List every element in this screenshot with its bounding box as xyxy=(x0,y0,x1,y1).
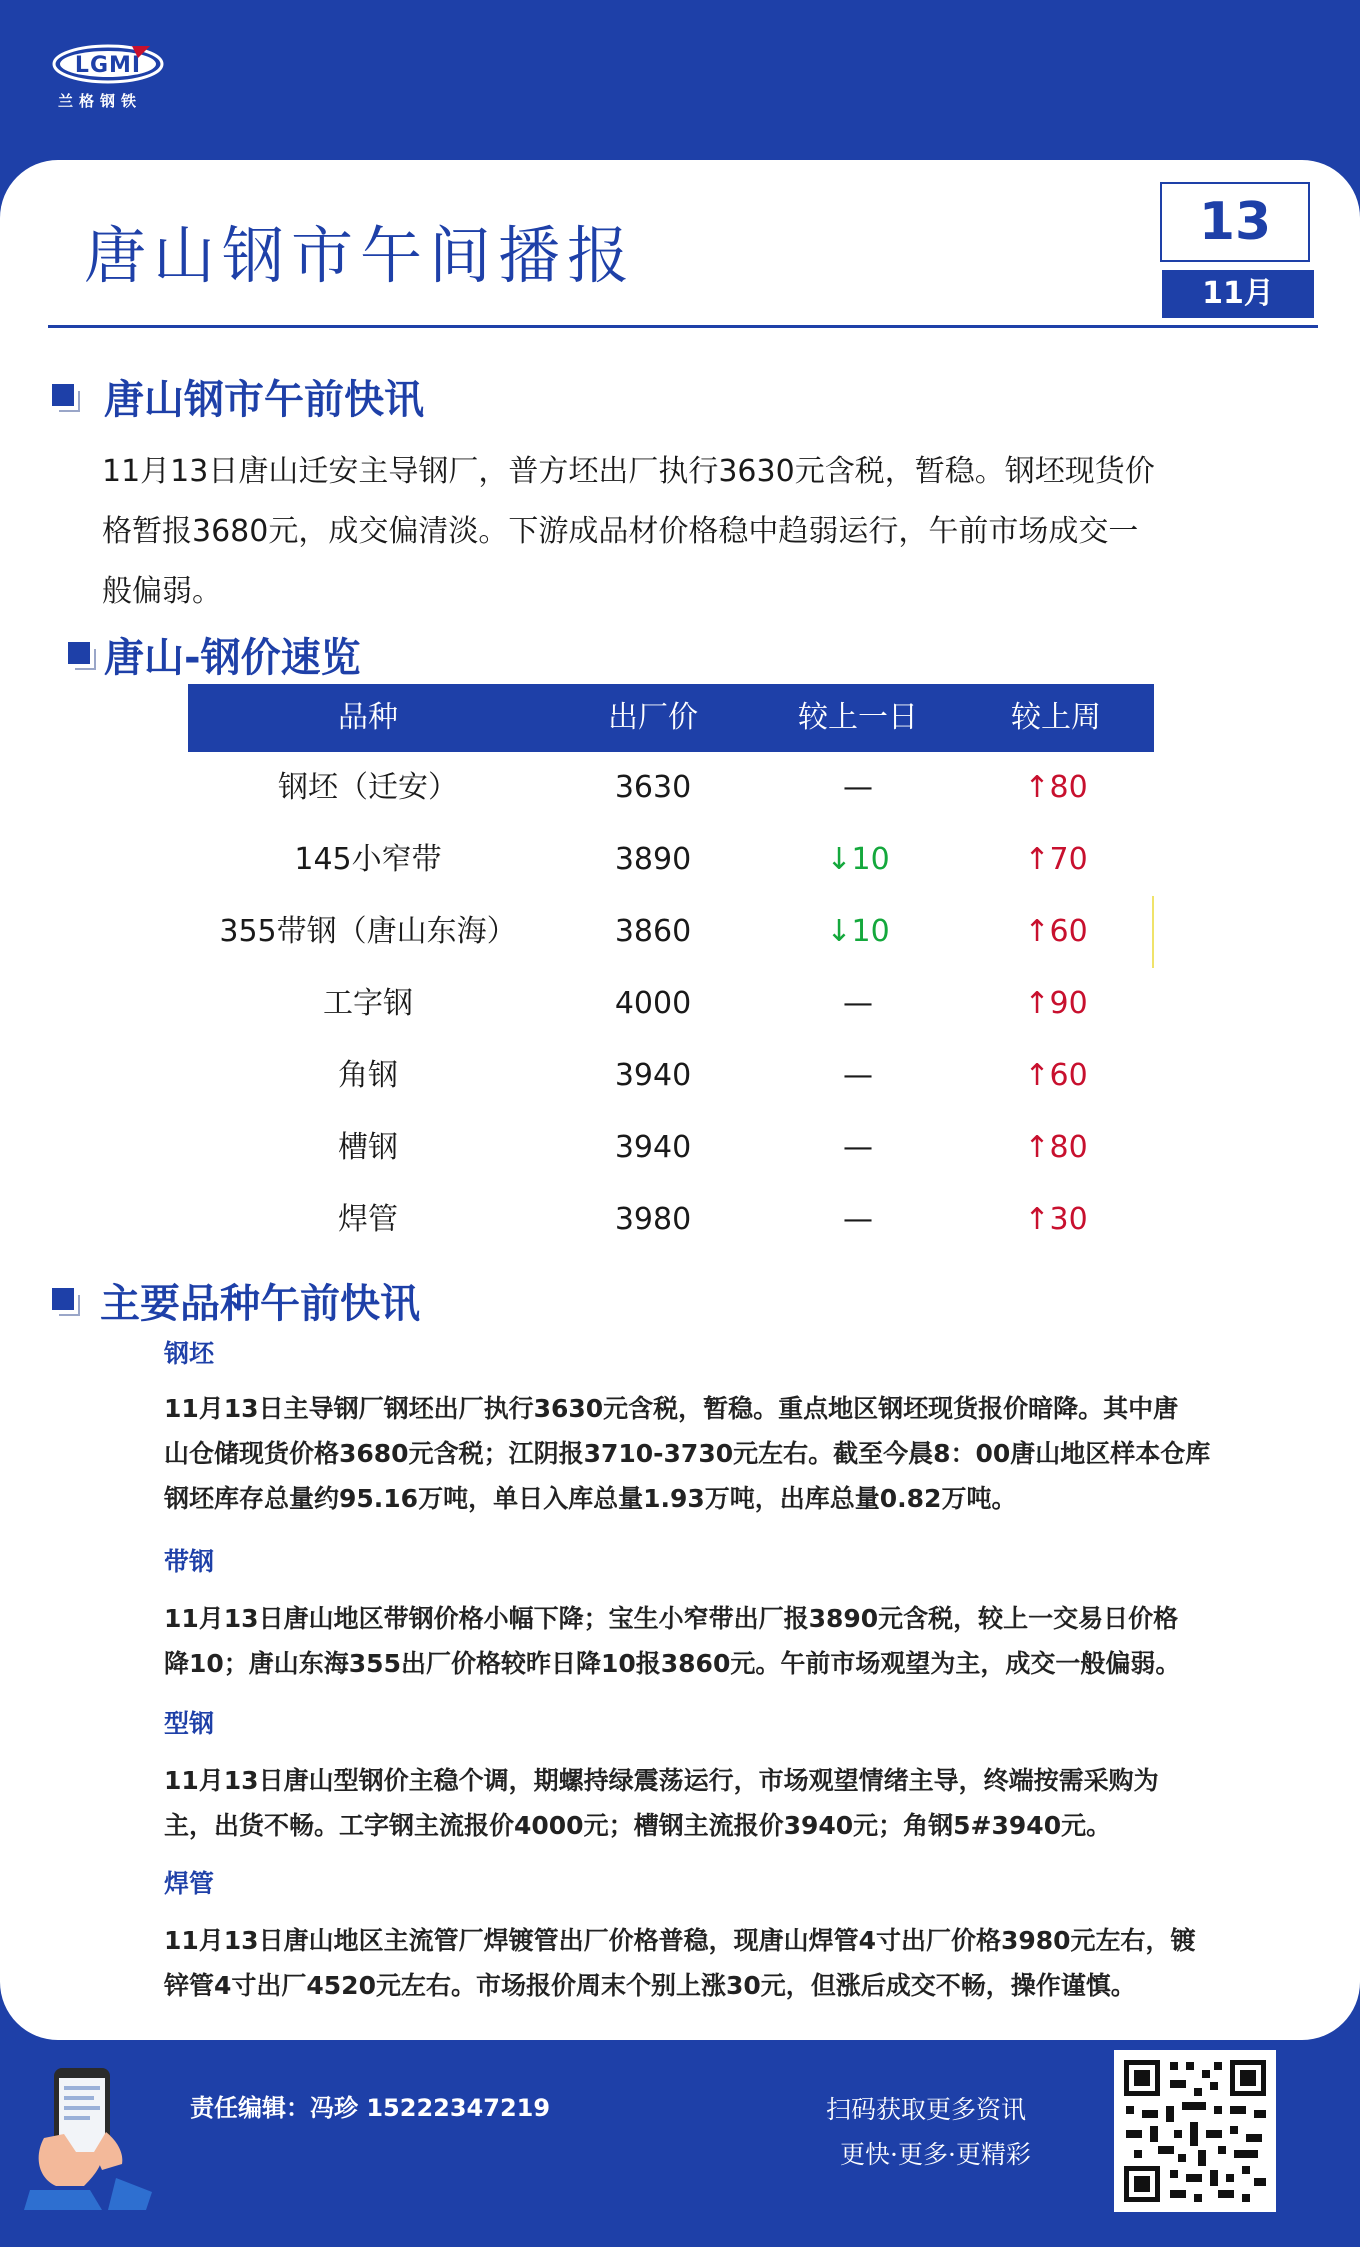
cell-day-change: ↓10 xyxy=(826,842,890,877)
subsection-label-welded-pipe: 焊管 xyxy=(164,1869,215,1898)
cell-week-change: ↑60 xyxy=(1024,1058,1088,1093)
cell-day-change: — xyxy=(843,986,873,1021)
table-row xyxy=(188,752,1154,824)
logo-company-name: 兰格钢铁 xyxy=(58,92,143,110)
col-header-vs-yesterday: 较上一日 xyxy=(798,700,918,735)
cell-week-change: ↑70 xyxy=(1024,842,1088,877)
text-line: 11月13日唐山迁安主导钢厂，普方坯出厂执行3630元含税，暂稳。钢坯现货价 xyxy=(102,454,1155,489)
billet-news-text xyxy=(164,1386,1210,1521)
cell-day-change: — xyxy=(843,1058,873,1093)
text-line: 降10；唐山东海355出厂价格较昨日降10报3860元。午前市场观望为主，成交一般偏弱。 xyxy=(164,1649,1181,1678)
cell-day-change: — xyxy=(843,1130,873,1165)
text-line: 山仓储现货价格3680元含税；江阴报3710-3730元左右。截至今晨8：00唐山地区样本仓库 xyxy=(164,1439,1211,1468)
table-row xyxy=(188,1040,1154,1112)
section-square-icon xyxy=(68,642,96,670)
text-line: 锌管4寸出厂4520元左右。市场报价周末个别上涨30元，但涨后成交不畅，操作谨慎。 xyxy=(164,1971,1136,2000)
cell-product: 槽钢 xyxy=(338,1130,398,1165)
welded-pipe-news-text xyxy=(164,1918,1196,2008)
scan-prompt: 扫码获取更多资讯 xyxy=(826,2095,1027,2124)
cell-week-change: ↑80 xyxy=(1024,1130,1088,1165)
lgmi-logo-mark xyxy=(52,42,164,86)
cell-day-change: — xyxy=(843,1202,873,1237)
phone-in-hand-icon xyxy=(24,2060,164,2210)
section-square-icon xyxy=(52,384,80,412)
qr-code[interactable] xyxy=(1114,2050,1276,2212)
cell-product: 焊管 xyxy=(338,1202,398,1237)
cell-price: 3980 xyxy=(614,1202,692,1237)
table-row xyxy=(188,968,1154,1040)
price-table-header xyxy=(188,684,1154,752)
title-divider xyxy=(48,325,1318,328)
strip-news-text xyxy=(164,1596,1180,1686)
date-day: 13 xyxy=(1160,182,1310,262)
text-line: 主，出货不畅。工字钢主流报价4000元；槽钢主流报价3940元；角钢5#3940元。 xyxy=(164,1811,1112,1840)
text-line: 格暂报3680元，成交偏清淡。下游成品材价格稳中趋弱运行，午前市场成交一 xyxy=(102,514,1139,549)
table-edge-line xyxy=(1152,896,1154,968)
col-header-product: 品种 xyxy=(338,700,398,735)
section-title-price-overview: 唐山-钢价速览 xyxy=(104,635,361,681)
text-line: 11月13日唐山型钢价主稳个调，期螺持绿震荡运行，市场观望情绪主导，终端按需采购为 xyxy=(164,1766,1159,1795)
subsection-label-strip: 带钢 xyxy=(164,1547,215,1576)
cell-price: 3940 xyxy=(614,1058,692,1093)
cell-product: 角钢 xyxy=(338,1058,398,1093)
text-line: 钢坯库存总量约95.16万吨，单日入库总量1.93万吨，出库总量0.82万吨。 xyxy=(164,1484,1017,1513)
text-line: 般偏弱。 xyxy=(102,574,222,609)
date-month: 11月 xyxy=(1162,270,1314,318)
table-row xyxy=(188,896,1154,968)
cell-week-change: ↑60 xyxy=(1024,914,1088,949)
col-header-price: 出厂价 xyxy=(608,700,698,735)
table-row xyxy=(188,1112,1154,1184)
cell-price: 4000 xyxy=(614,986,692,1021)
scan-slogan: 更快·更多·更精彩 xyxy=(840,2140,1031,2169)
cell-product: 145小窄带 xyxy=(294,842,442,877)
subsection-label-section-steel: 型钢 xyxy=(164,1709,215,1738)
section-title-morning-news: 唐山钢市午前快讯 xyxy=(104,377,424,423)
text-line: 11月13日唐山地区带钢价格小幅下降；宝生小窄带出厂报3890元含税，较上一交易日价格 xyxy=(164,1604,1179,1633)
cell-price: 3940 xyxy=(614,1130,692,1165)
section-steel-news-text xyxy=(164,1758,1159,1848)
cell-product: 355带钢（唐山东海） xyxy=(219,914,517,949)
cell-day-change: ↓10 xyxy=(826,914,890,949)
text-line: 11月13日唐山地区主流管厂焊镀管出厂价格普稳，现唐山焊管4寸出厂价格3980元左右，镀 xyxy=(164,1926,1196,1955)
page-title: 唐山钢市午间播报 xyxy=(84,219,637,292)
subsection-label-billet: 钢坯 xyxy=(164,1339,215,1368)
cell-day-change: — xyxy=(843,770,873,805)
text-line: 11月13日主导钢厂钢坯出厂执行3630元含税，暂稳。重点地区钢坯现货报价暗降。其中唐 xyxy=(164,1394,1179,1423)
cell-week-change: ↑30 xyxy=(1024,1202,1088,1237)
cell-product: 钢坯（迁安） xyxy=(278,770,458,805)
table-row xyxy=(188,824,1154,896)
cell-product: 工字钢 xyxy=(323,986,413,1021)
col-header-vs-last-week: 较上周 xyxy=(1011,700,1101,735)
cell-price: 3630 xyxy=(614,770,692,805)
lgmi-logo xyxy=(52,42,164,114)
editor-info: 责任编辑：冯珍 15222347219 xyxy=(190,2094,551,2122)
section-square-icon xyxy=(52,1288,80,1316)
table-row xyxy=(188,1184,1154,1256)
svg-text:LGMI: LGMI xyxy=(74,53,142,78)
cell-price: 3890 xyxy=(614,842,692,877)
cell-week-change: ↑80 xyxy=(1024,770,1088,805)
morning-news-text xyxy=(102,442,1155,622)
cell-price: 3860 xyxy=(614,914,692,949)
cell-week-change: ↑90 xyxy=(1024,986,1088,1021)
section-title-main-products: 主要品种午前快讯 xyxy=(100,1281,420,1327)
